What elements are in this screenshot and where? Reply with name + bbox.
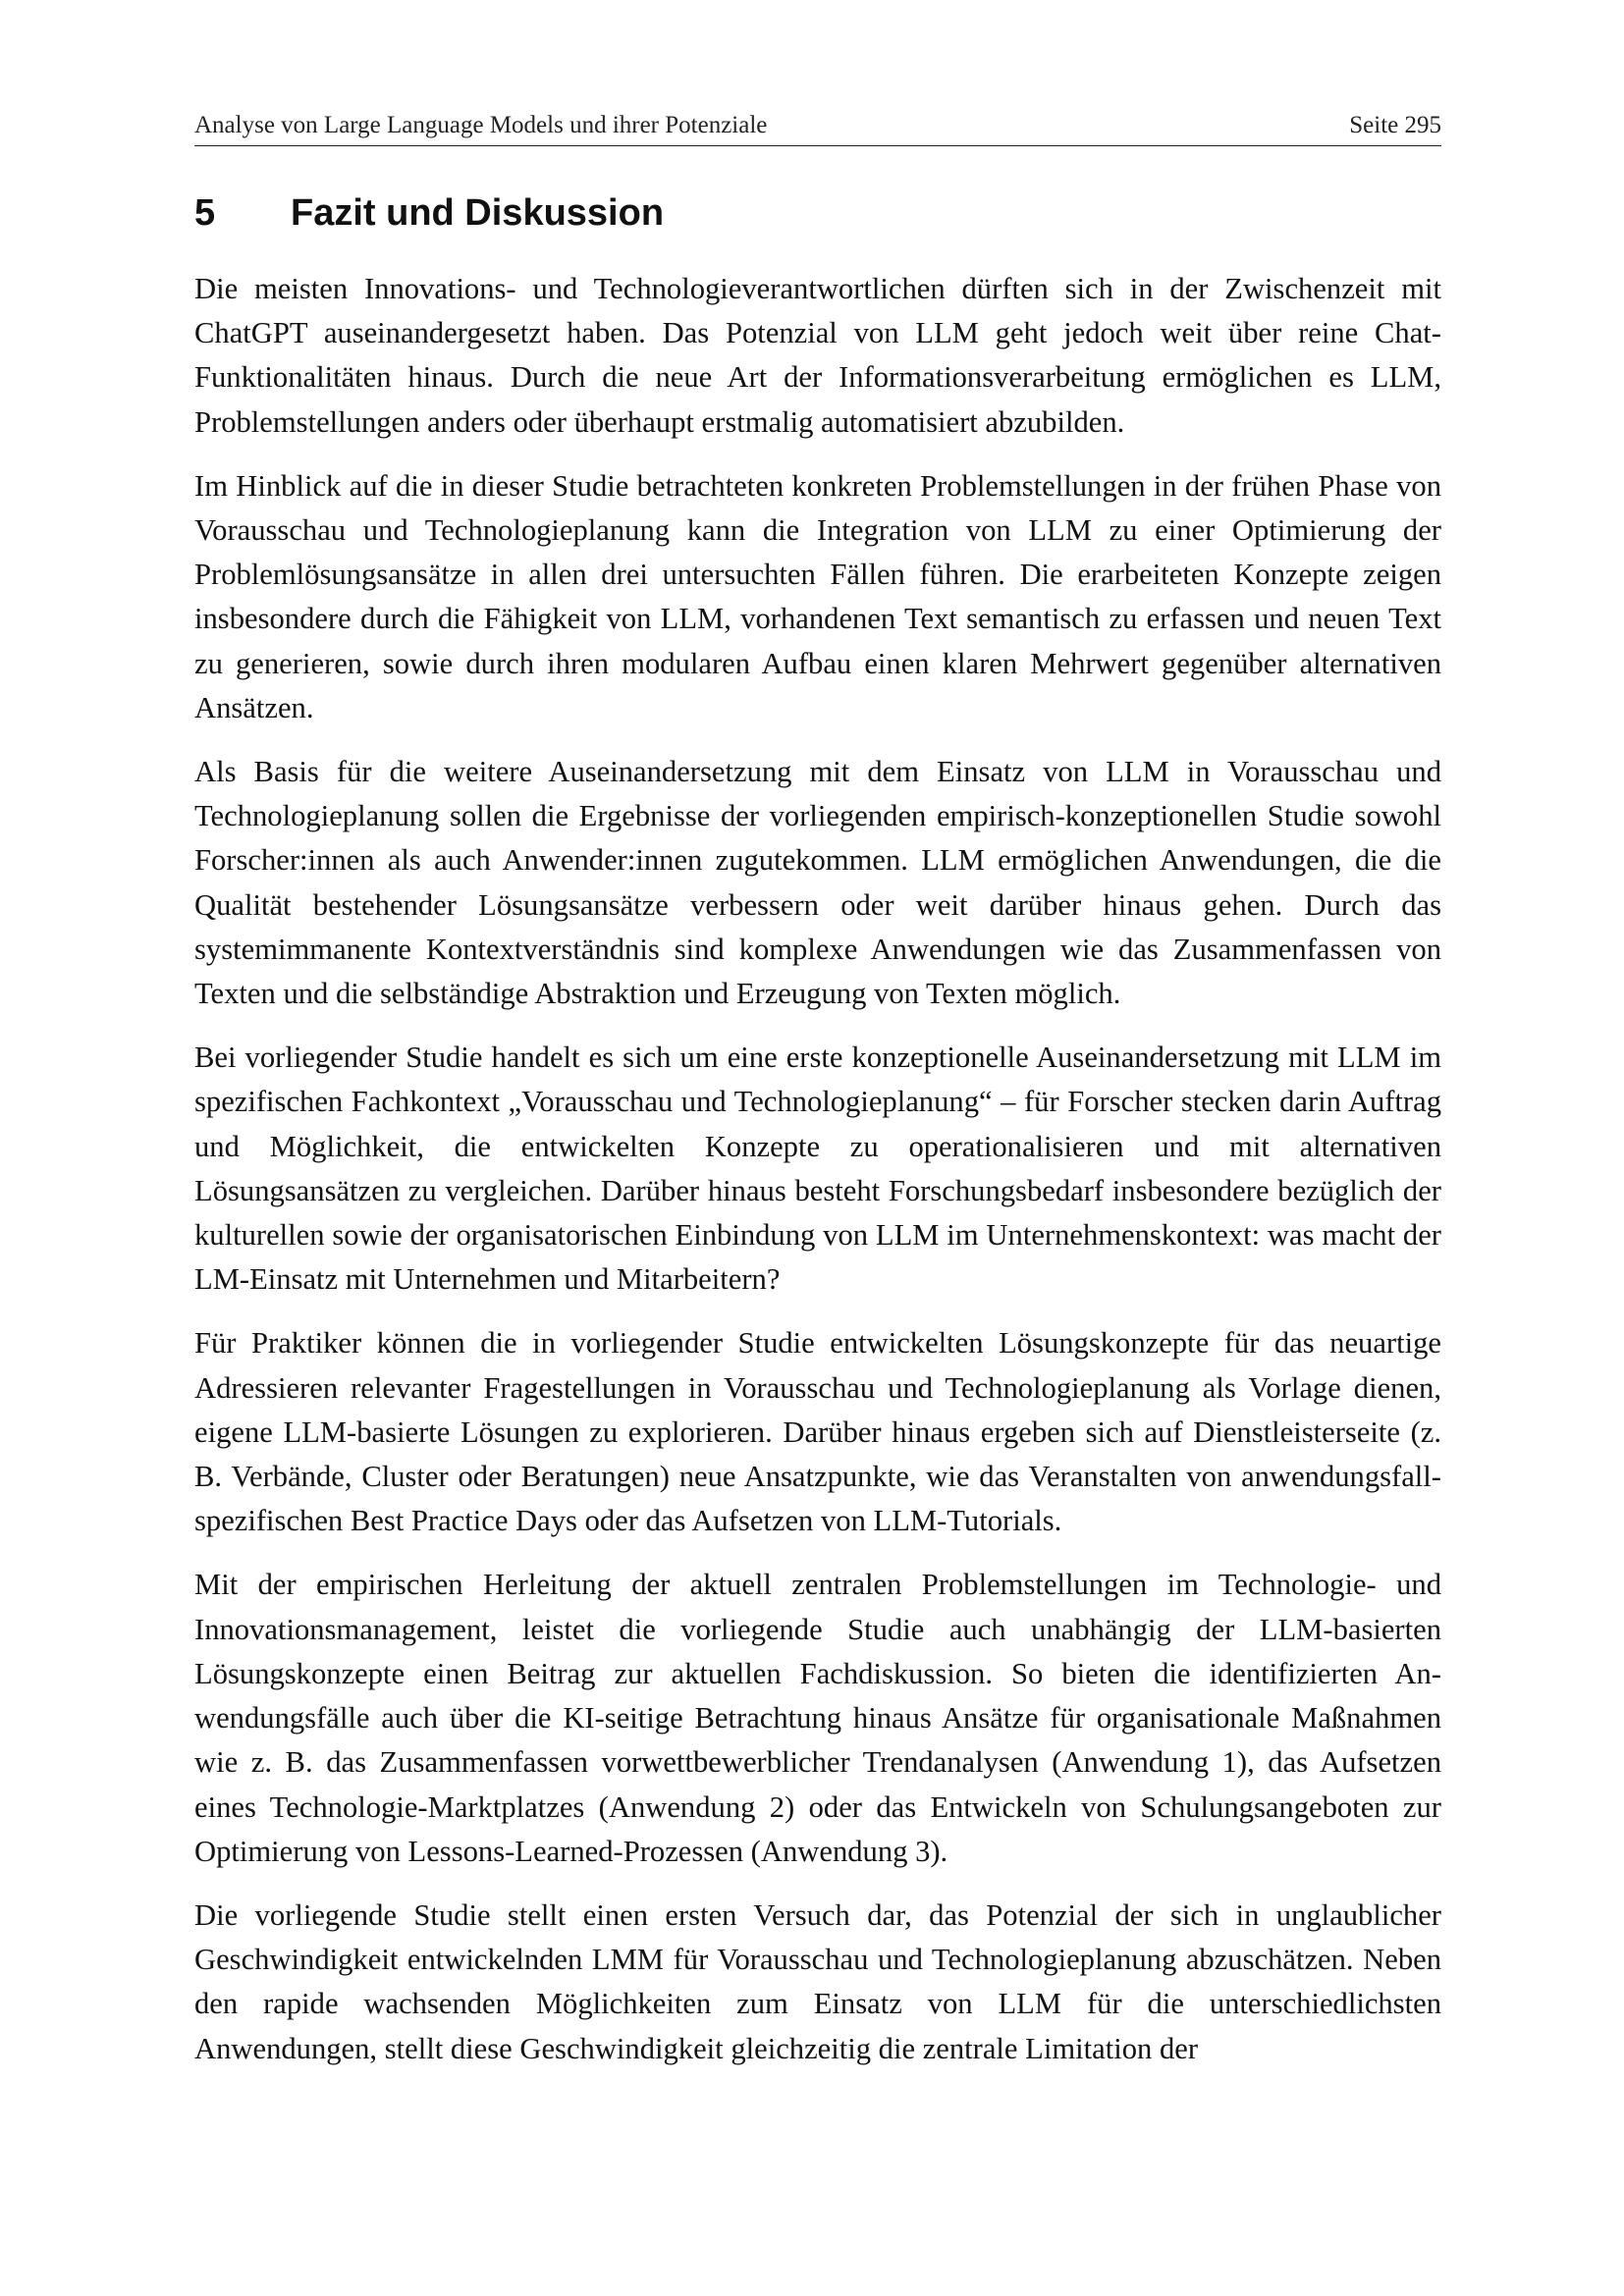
chapter-heading — [194, 192, 664, 235]
paragraph-4: Bei vorliegender Studie handelt es sich um eine erste konzeptionelle Auseinandersetzung mit LLM im spezifischen Fachkontext „Vorausschau und Technologieplanung“ – für Forscher stecken darin Auftrag und Möglichkeit, die entwickelten Konzepte zu operationalisieren und mit alternativen Lösungsansätzen zu vergleichen. Darüber hinaus besteht Forschungsbedarf insbesondere bezüglich der kulturellen sowie der organisatorischen Einbindung von LLM im Unternehmenskontext: was macht der LM-Einsatz mit Unternehmen und Mitarbeitern? — [194, 1041, 1441, 1297]
paragraph-7: Die vorliegende Studie stellt einen ersten Versuch dar, das Potenzial der sich in unglaublicher Geschwindigkeit entwickelnden LMM für Vorausschau und Technologieplanung abzuschätzen. Neben den rapide wachsenden Möglichkeiten zum Einsatz von LLM für die unterschiedlichsten Anwendungen, stellt diese Geschwindigkeit gleichzeitig die zentrale Limitation der — [194, 1897, 1441, 2065]
paragraph-5: Für Praktiker können die in vorliegender Studie entwickelten Lösungskonzepte für das neuartige Adressieren relevanter Fragestellungen in Vorausschau und Technologieplanung als Vorlage dienen, eigene LLM-basierte Lösungen zu explorieren. Darüber hinaus ergeben sich auf Dienstleisterseite (z. B. Verbände, Cluster oder Beratungen) neue Ansatzpunkte, wie das Veranstalten von anwendungsfall-spezifischen Best Practice Days oder das Aufsetzen von LLM-Tutorials. — [194, 1326, 1441, 1538]
paragraph-3: Als Basis für die weitere Auseinandersetzung mit dem Einsatz von LLM in Vorausschau und Technologieplanung sollen die Ergebnisse der vorliegenden empirisch-konzeptionellen Studie sowohl Forscher:innen als auch Anwender:innen zugutekommen. LLM ermöglichen Anwendungen, die die Qualität bestehender Lösungsansätze verbessern oder weit darüber hinaus gehen. Durch das systemimmanente Kontextverständnis sind komplexe Anwendungen wie das Zusammenfassen von Texten und die selbständige Abstraktion und Erzeugung von Texten möglich. — [194, 755, 1441, 1011]
body-text — [194, 267, 1441, 2091]
paragraph-6: Mit der empirischen Herleitung der aktuell zentralen Problemstellungen im Technologie- und Innovationsmanagement, leistet die vorliegende Studie auch unabhängig der LLM-basierten Lösungskonzepte einen Beitrag zur aktuellen Fachdiskussion. So bieten die identifizierten Anwendungsfälle auch über die KI-seitige Betrachtung hinaus Ansätze für organisationale Maßnahmen wie z. B. das Zusammenfassen vorwettbewerblicher Trendanalysen (Anwendung 1), das Aufsetzen eines Technologie-Marktplatzes (Anwendung 2) oder das Entwickeln von Schulungsangeboten zur Optimierung von Lessons-Learned-Prozessen (Anwendung 3). — [194, 1568, 1441, 1868]
running-header — [194, 108, 1441, 146]
paragraph-1: Die meisten Innovations- und Technologieverantwortlichen dürften sich in der Zwischenzeit mit ChatGPT auseinandergesetzt haben. Das Potenzial von LLM geht jedoch weit über reine Chat-Funktionalitäten hinaus. Durch die neue Art der Informationsverarbeitung ermöglichen es LLM, Problemstellungen anders oder überhaupt erstmalig automatisiert abzubilden. — [194, 272, 1441, 439]
chapter-title: Fazit und Diskussion — [291, 192, 665, 234]
page-number: Seite 295 — [1349, 112, 1441, 138]
header-title: Analyse von Large Language Models und ihrer Potenziale — [194, 112, 768, 138]
chapter-number: 5 — [194, 192, 216, 234]
paragraph-2: Im Hinblick auf die in dieser Studie betrachteten konkreten Problemstellungen in der frühen Phase von Vorausschau und Technologieplanung kann die Integration von LLM zu einer Optimierung der Problemlösungsansätze in allen drei untersuchten Fällen führen. Die erarbeiteten Konzepte zeigen insbesondere durch die Fähigkeit von LLM, vorhandenen Text semantisch zu erfassen und neuen Text zu generieren, sowie durch ihren modularen Aufbau einen klaren Mehrwert gegenüber alternativen Ansätzen. — [194, 468, 1441, 724]
